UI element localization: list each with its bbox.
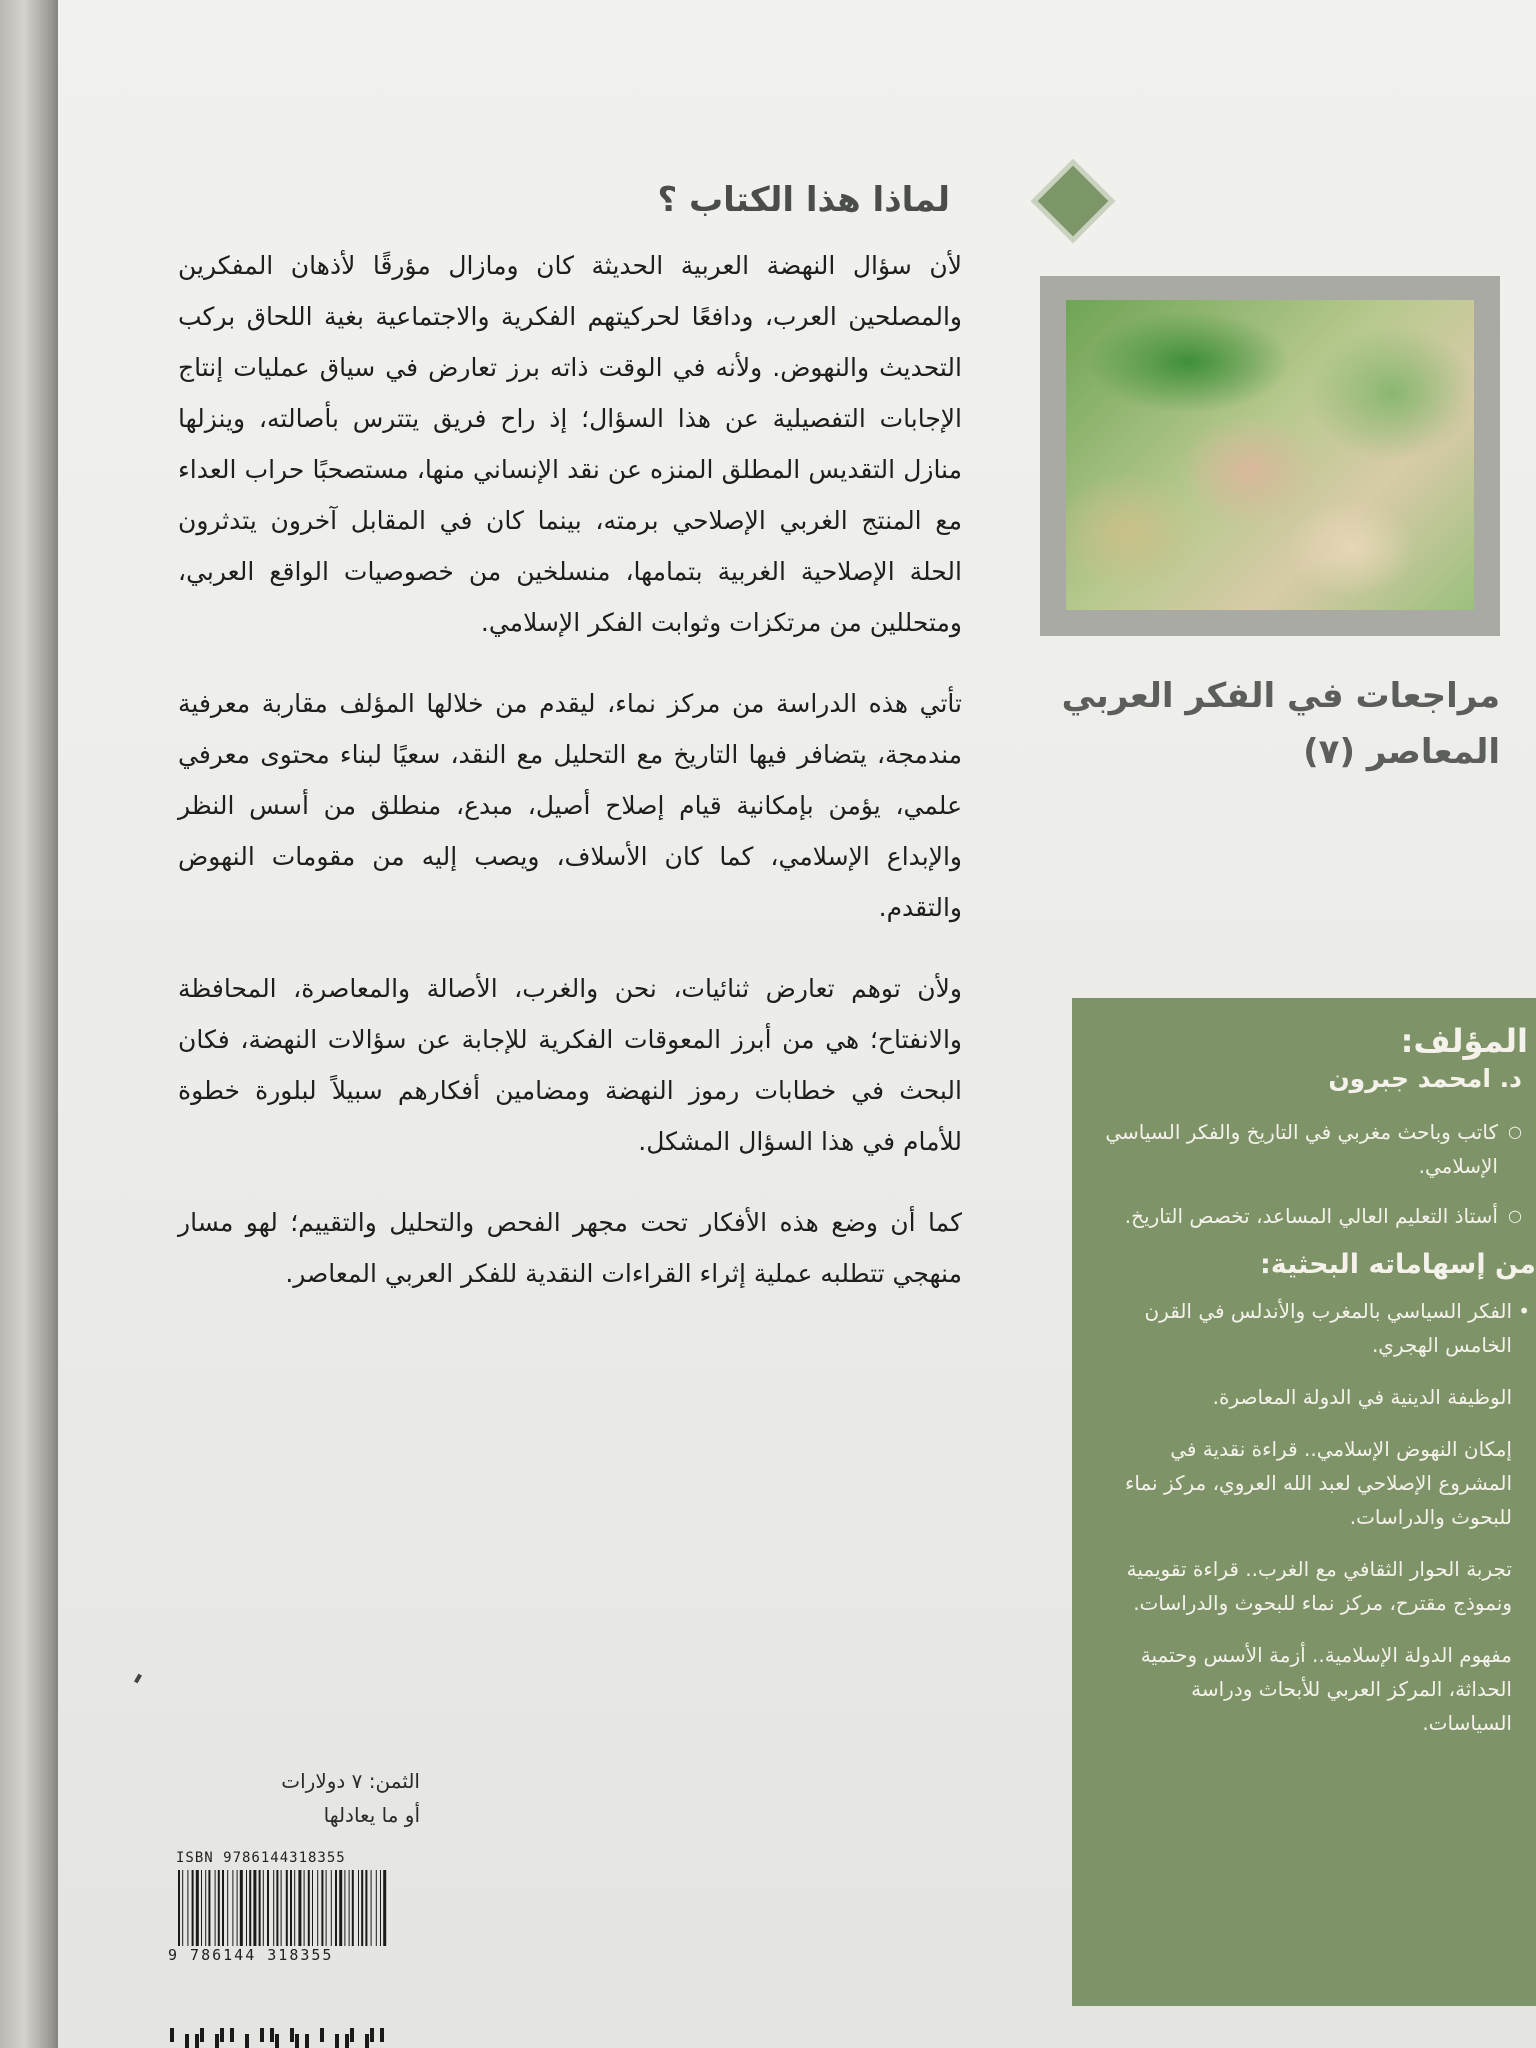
qr-module xyxy=(335,2034,339,2048)
author-bio-item: ○ أستاذ التعليم العالي المساعد، تخصص التاريخ. xyxy=(1104,1199,1522,1233)
barcode-bar xyxy=(276,1870,278,1946)
barcode-bar xyxy=(361,1870,363,1946)
barcode-bar xyxy=(201,1870,202,1946)
series-title xyxy=(1016,668,1536,780)
barcode-bar xyxy=(253,1870,256,1946)
author-bio-list xyxy=(1096,1115,1536,1233)
why-book-heading: لماذا هذا الكتاب ؟ xyxy=(657,180,950,220)
qr-module xyxy=(320,2028,324,2042)
barcode-bar xyxy=(281,1870,282,1946)
contribution-item: تجربة الحوار الثقافي مع الغرب.. قراءة تقويمية ونموذج مقترح، مركز نماء للبحوث والدراسات. xyxy=(1126,1557,1512,1615)
barcode-bar xyxy=(208,1870,210,1946)
qr-module xyxy=(345,2034,349,2048)
barcode-bar xyxy=(349,1870,350,1946)
qr-module xyxy=(275,2034,279,2048)
blurb-text xyxy=(178,240,962,1329)
barcode-bar xyxy=(344,1870,345,1946)
barcode-bar xyxy=(352,1870,354,1946)
barcode-bar xyxy=(339,1870,342,1946)
qr-module xyxy=(350,2028,354,2042)
isbn-digits: 9 786144 318355 xyxy=(168,1946,334,1964)
price-line-1: الثمن: ٧ دولارات xyxy=(281,1769,420,1793)
barcode-bar xyxy=(331,1870,332,1946)
barcode-bar xyxy=(335,1870,337,1946)
barcode-bar xyxy=(290,1870,292,1946)
barcode-bar xyxy=(249,1870,251,1946)
series-title-line-2: المعاصر (٧) xyxy=(1303,732,1500,772)
barcode-bar xyxy=(222,1870,224,1946)
barcode-bar xyxy=(205,1870,206,1946)
barcode-bar xyxy=(326,1870,327,1946)
blurb-paragraph-2: تأتي هذه الدراسة من مركز نماء، ليقدم من خلالها المؤلف مقاربة معرفية مندمجة، يتضافر فيها التاريخ مع التحليل مع النقد، سعيًا لبناء محتوى معرفي علمي، يؤمن بإمكانية قيام إصلاح أصيل، مبدع، منطلق من أسس النظر والإبداع الإسلامي، كما كان الأسلاف، ويصب إليه من مقومات النهوض والتقدم. xyxy=(178,689,962,922)
barcode-bar xyxy=(358,1870,359,1946)
author-heading: المؤلف: xyxy=(1400,1022,1528,1060)
barcode-bar xyxy=(286,1870,288,1946)
barcode-bar xyxy=(215,1870,216,1946)
barcode-bar xyxy=(317,1870,318,1946)
barcode-bar xyxy=(218,1870,220,1946)
barcode-image xyxy=(176,1870,388,1946)
barcode-bar xyxy=(259,1870,261,1946)
left-edge-shadow xyxy=(0,0,60,2048)
series-title-line-1: مراجعات في الفكر العربي xyxy=(1061,676,1500,716)
barcode-bar xyxy=(371,1870,372,1946)
barcode-bar xyxy=(383,1870,386,1946)
qr-module xyxy=(370,2028,374,2042)
contribution-item: • الفكر السياسي بالمغرب والأندلس في القرن الخامس الهجري. xyxy=(1104,1294,1512,1362)
price-line-2: أو ما يعادلها xyxy=(323,1803,420,1827)
barcode-bar xyxy=(192,1870,194,1946)
barcode-bar xyxy=(196,1870,199,1946)
qr-module xyxy=(245,2034,249,2048)
author-name: د. امحمد جبرون xyxy=(1328,1064,1522,1093)
author-bio-item: ○ كاتب وباحث مغربي في التاريخ والفكر السياسي الإسلامي. xyxy=(1104,1115,1522,1183)
qr-module xyxy=(195,2034,199,2048)
barcode-bar xyxy=(273,1870,274,1946)
blurb-paragraph-3: ولأن توهم تعارض ثنائيات، نحن والغرب، الأصالة والمعاصرة، المحافظة والانفتاح؛ هي من أبرز المعوقات الفكرية للإجابة عن سؤالات النهضة، فكان البحث في خطابات رموز النهضة ومضامين أفكارهم سبيلاً لبلورة خطوة للأمام في هذا السؤال المشكل. xyxy=(178,974,962,1156)
qr-module xyxy=(170,2028,174,2042)
price-block xyxy=(170,1764,420,1832)
barcode-bar xyxy=(232,1870,233,1946)
contributions-list xyxy=(1096,1294,1536,1740)
author-panel-content xyxy=(1096,1022,1536,1758)
barcode-bar xyxy=(178,1870,180,1946)
qr-module xyxy=(290,2028,294,2042)
contributions-heading: من إسهاماته البحثية: xyxy=(1259,1249,1536,1280)
qr-module xyxy=(365,2034,369,2048)
contribution-item: مفهوم الدولة الإسلامية.. أزمة الأسس وحتمية الحداثة، المركز العربي للأبحاث ودراسة السياسات. xyxy=(1140,1643,1512,1735)
qr-module xyxy=(260,2028,264,2042)
qr-module xyxy=(200,2028,204,2042)
barcode-bar xyxy=(294,1870,295,1946)
barcode-bar xyxy=(267,1870,269,1946)
barcode-bar xyxy=(246,1870,247,1946)
barcode-bar xyxy=(304,1870,305,1946)
isbn-label: ISBN 9786144318355 xyxy=(176,1850,346,1866)
barcode-bar xyxy=(308,1870,310,1946)
barcode-bar xyxy=(376,1870,377,1946)
barcode-bar xyxy=(187,1870,188,1946)
qr-module xyxy=(305,2034,309,2048)
barcode-bar xyxy=(240,1870,243,1946)
blurb-paragraph-1: لأن سؤال النهضة العربية الحديثة كان ومازال مؤرقًا لأذهان المفكرين والمصلحين العرب، ودافعًا لحركيتهم الفكرية والاجتماعية بغية اللحاق بركب التحديث والنهوض. ولأنه في الوقت ذاته برز تعارض في سياق عمليات إنتاج الإجابات التفصيلية عن هذا السؤال؛ إذ راح فريق يتترس بأصالته، وينزلها منازل التقديس المطلق المنزه عن نقد الإنساني منها، مستصحبًا حراب العداء مع المنتج الغربي الإصلاحي برمته، بينما كان في المقابل آخرون يتدثرون الحلة الإصلاحية الغربية بتمامها، منسلخين من خصوصيات الواقع العربي، ومتحللين من مرتكزات وثوابت الفكر الإسلامي. xyxy=(178,251,962,637)
contribution-item: إمكان النهوض الإسلامي.. قراءة نقدية في المشروع الإصلاحي لعبد الله العروي، مركز نماء للبحوث والدراسات. xyxy=(1124,1437,1512,1529)
qr-code-strip-icon xyxy=(170,2028,392,2048)
barcode-bar xyxy=(380,1870,381,1946)
barcode-bar xyxy=(237,1870,238,1946)
qr-module xyxy=(220,2028,224,2042)
barcode-bar xyxy=(263,1870,264,1946)
barcode-bar xyxy=(365,1870,367,1946)
qr-module xyxy=(295,2034,299,2048)
blurb-paragraph-4: كما أن وضع هذه الأفكار تحت مجهر الفحص والتحليل والتقييم؛ لهو مسار منهجي تتطلبه عملية إثراء القراءات النقدية للفكر العربي المعاصر. xyxy=(178,1208,962,1288)
barcode-bar xyxy=(182,1870,183,1946)
qr-module xyxy=(185,2034,189,2048)
qr-module xyxy=(380,2028,384,2042)
barcode-bar xyxy=(227,1870,228,1946)
cover-painting-image xyxy=(1066,300,1474,610)
qr-module xyxy=(270,2028,274,2042)
contribution-item: الوظيفة الدينية في الدولة المعاصرة. xyxy=(1212,1385,1512,1409)
barcode-bar xyxy=(298,1870,301,1946)
qr-module xyxy=(215,2034,219,2048)
qr-module xyxy=(230,2028,234,2042)
barcode-bar xyxy=(321,1870,323,1946)
author-panel xyxy=(1072,998,1536,2006)
barcode-bar xyxy=(312,1870,313,1946)
